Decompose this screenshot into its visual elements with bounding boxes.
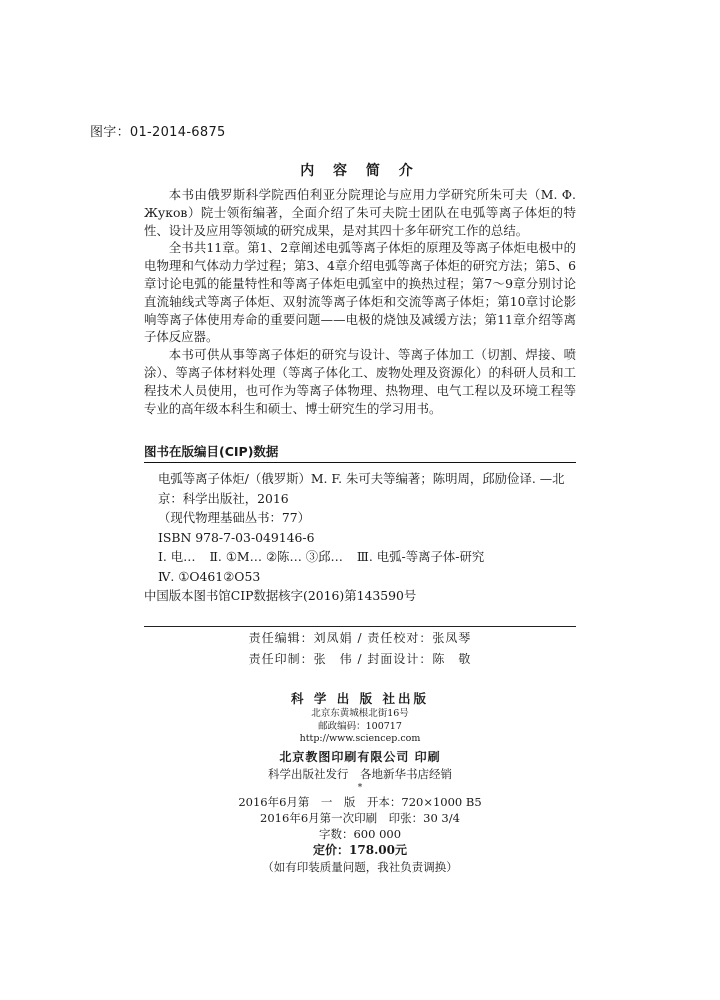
cip-title: 图书在版编目(CIP)数据 <box>144 444 279 459</box>
publisher: 科 学 出 版 社出版 <box>291 691 429 706</box>
cip-block <box>144 469 576 606</box>
postal-code: 邮政编码：100717 <box>318 720 402 732</box>
intro-paragraph: 本书由俄罗斯科学院西伯利亚分院理论与应用力学研究所朱可夫（M. Ф. Жуков）院士领衔编著，全面介绍了朱可夫院士团队在电弧等离子体炬的特性、设计及应用等领域的研究成果，是对其四十多年研究工作的总结。 <box>144 187 576 238</box>
printer: 北京教图印刷有限公司 印刷 <box>279 749 441 764</box>
publisher-address: 北京东黄城根北街16号 <box>311 708 409 719</box>
cip-classification: Ⅳ. ①O461②O53 <box>158 568 261 584</box>
separator-star: * <box>357 782 363 793</box>
intro-paragraph: 全书共11章。第1、2章阐述电弧等离子体炬的原理及等离子体炬电极中的电物理和气体动力学过程；第3、4章介绍电弧等离子体炬的研究方法；第5、6章讨论电弧的能量特性和等离子体炬电弧室中的换热过程；第7～9章分别讨论直流轴线式等离子体炬、双射流等离子体炬和交流等离子体炬；第10章讨论影响等离子体使用寿命的重要问题——电极的烧蚀及减缓方法；第11章介绍等离子体反应器。 <box>144 240 576 345</box>
word-count: 字数：600 000 <box>318 826 402 841</box>
cip-number: 中国版本图书馆CIP数据核字(2016)第143590号 <box>144 588 417 603</box>
staff-line-editors: 责任编辑：刘凤娟 / 责任校对：张凤琴 <box>248 631 472 645</box>
printing-info: 2016年6月第一次印刷 印张：30 3/4 <box>260 810 460 825</box>
cip-subject-3: Ⅲ. 电弧-等离子体-研究 <box>356 549 485 564</box>
cip-subjects <box>144 547 576 567</box>
cip-subject-1: Ⅰ. 电… <box>158 549 196 564</box>
cip-series: （现代物理基础丛书：77） <box>158 510 311 525</box>
publisher-website: http://www.sciencep.com <box>299 733 421 744</box>
staff-credits <box>0 628 720 670</box>
cip-top-rule <box>144 462 576 463</box>
cip-record: 电弧等离子体炬/（俄罗斯）M. F. 朱可夫等编著；陈明周，邱励俭译. —北京：科学出版社，2016 <box>158 471 565 506</box>
intro-paragraph: 本书可供从事等离子体炬的研究与设计、等离子体加工（切割、焊接、喷涂）、等离子体材料处理（等离子体化工、废物处理及资源化）的科研人员和工程技术人员使用，也可作为等离子体物理、热物理、电气工程以及环境工程等专业的高年级本科生和硕士、博士研究生的学习用书。 <box>144 347 576 416</box>
staff-line-production: 责任印制：张 伟 / 封面设计：陈 敬 <box>248 652 472 666</box>
distribution: 科学出版社发行 各地新华书店经销 <box>268 766 452 781</box>
edition-info: 2016年6月第 一 版 开本：720×1000 B5 <box>238 794 482 809</box>
publication-info <box>0 690 720 875</box>
quality-notice: （如有印装质量问题，我社负责调换） <box>262 859 458 874</box>
cip-bottom-rule <box>144 626 576 627</box>
copyright-registration-number: 图字：01-2014-6875 <box>90 125 226 140</box>
cip-subject-2: Ⅱ. ①M… ②陈… ③邱… <box>209 549 343 564</box>
price: 定价：178.00元 <box>313 842 407 857</box>
cip-isbn: ISBN 978-7-03-049146-6 <box>158 529 315 545</box>
intro-title: 内 容 简 介 <box>300 163 420 179</box>
intro-section <box>144 186 576 417</box>
